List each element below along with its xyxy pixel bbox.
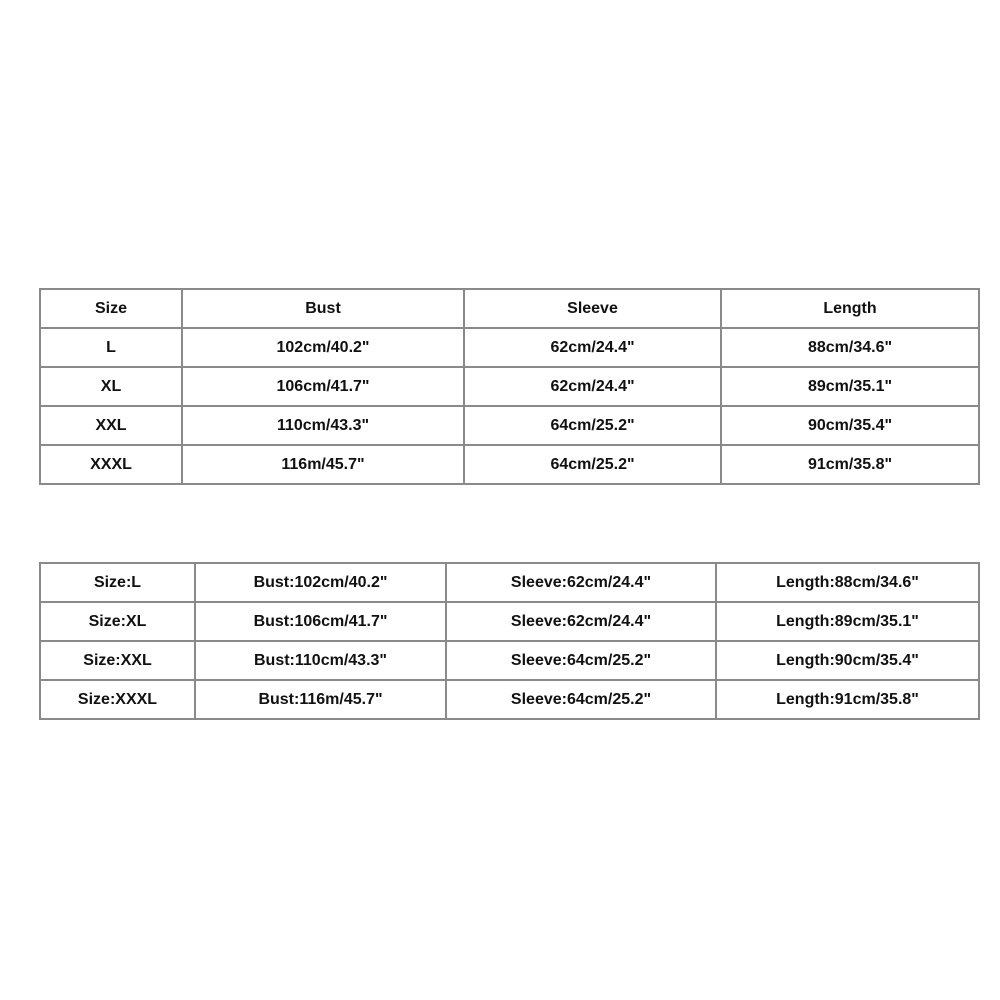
cell-length: Length:89cm/35.1" [716,602,979,641]
cell-size: Size:XXXL [40,680,195,719]
cell-bust: 102cm/40.2" [182,328,464,367]
size-chart-table [39,288,980,485]
cell-size: XXXL [40,445,182,484]
cell-length: 88cm/34.6" [721,328,979,367]
cell-sleeve: Sleeve:64cm/25.2" [446,680,716,719]
header-length: Length [721,289,979,328]
cell-sleeve: 64cm/25.2" [464,406,721,445]
cell-size: XL [40,367,182,406]
cell-length: 89cm/35.1" [721,367,979,406]
cell-sleeve: 64cm/25.2" [464,445,721,484]
cell-size: Size:XXL [40,641,195,680]
cell-bust: Bust:102cm/40.2" [195,563,446,602]
cell-sleeve: 62cm/24.4" [464,328,721,367]
table-row [40,328,979,367]
table-row [40,367,979,406]
cell-bust: 106cm/41.7" [182,367,464,406]
table-row [40,445,979,484]
cell-bust: Bust:116m/45.7" [195,680,446,719]
cell-size: Size:L [40,563,195,602]
table-row [40,406,979,445]
cell-length: Length:91cm/35.8" [716,680,979,719]
cell-size: L [40,328,182,367]
cell-sleeve: Sleeve:64cm/25.2" [446,641,716,680]
header-bust: Bust [182,289,464,328]
cell-bust: Bust:106cm/41.7" [195,602,446,641]
table-row [40,563,979,602]
table-row [40,680,979,719]
table-row [40,602,979,641]
cell-sleeve: 62cm/24.4" [464,367,721,406]
cell-bust: 116m/45.7" [182,445,464,484]
cell-size: XXL [40,406,182,445]
table-row [40,641,979,680]
cell-size: Size:XL [40,602,195,641]
header-size: Size [40,289,182,328]
cell-length: 90cm/35.4" [721,406,979,445]
cell-length: Length:88cm/34.6" [716,563,979,602]
cell-sleeve: Sleeve:62cm/24.4" [446,602,716,641]
header-sleeve: Sleeve [464,289,721,328]
cell-length: Length:90cm/35.4" [716,641,979,680]
cell-bust: 110cm/43.3" [182,406,464,445]
table-header-row [40,289,979,328]
size-chart-inline-table [39,562,980,720]
cell-sleeve: Sleeve:62cm/24.4" [446,563,716,602]
cell-bust: Bust:110cm/43.3" [195,641,446,680]
cell-length: 91cm/35.8" [721,445,979,484]
